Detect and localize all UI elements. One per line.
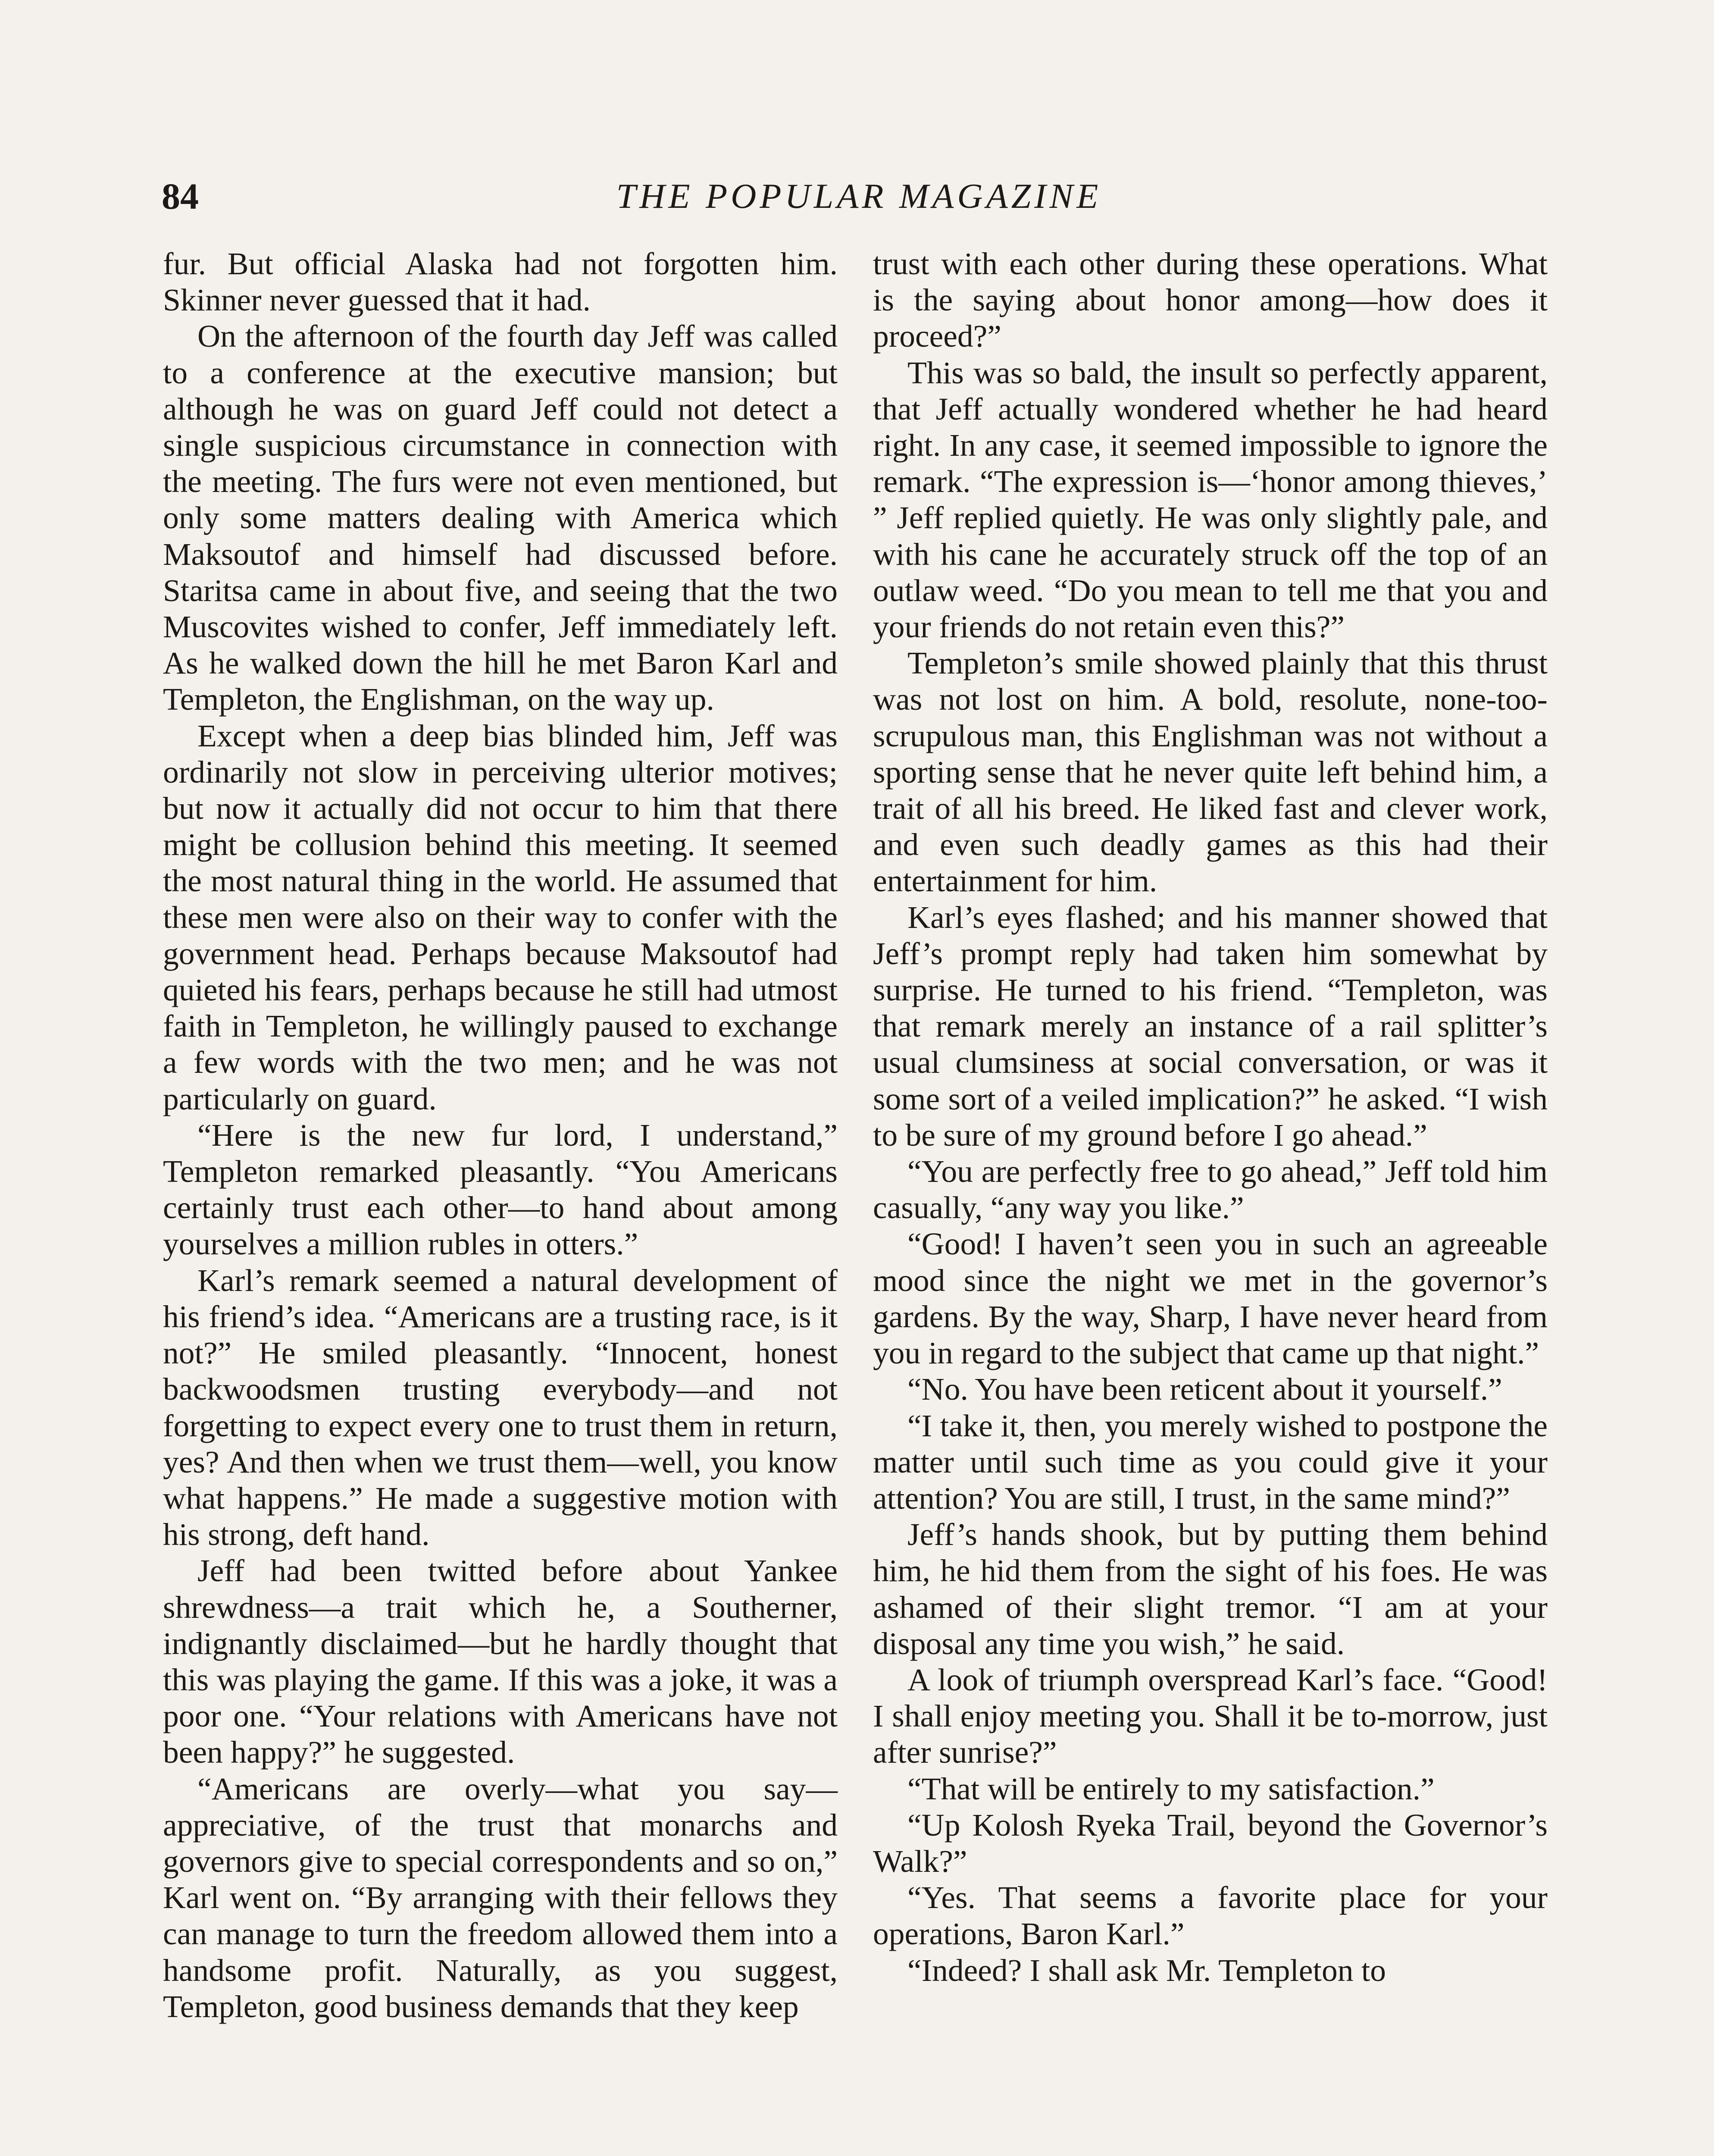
paragraph: A look of triumph overspread Karl’s face. “Good! I shall enjoy meeting you. Shall it be to-morrow, just after sunrise?” <box>873 1662 1548 1770</box>
paragraph: “No. You have been reticent about it yourself.” <box>907 1372 1502 1407</box>
magazine-title: THE POPULAR MAGAZINE <box>616 176 1102 216</box>
paragraph: Templeton’s smile showed plainly that this thrust was not lost on him. A bold, resolute, none-too-scrupulous man, this Englishman was not without a sporting sense that he never quite left behind him, a trait of all his breed. He liked fast and clever work, and even such deadly games as this had their entertainment for him. <box>873 646 1548 899</box>
paragraph: Jeff had been twitted before about Yankee shrewdness—a trait which he, a Southerner, indignantly disclaimed—but he hardly thought that this was playing the game. If this was a joke, it was a poor one. “Your relations with Americans have not been happy?” he suggested. <box>163 1553 838 1770</box>
paragraph: Except when a deep bias blinded him, Jeff was ordinarily not slow in perceiving ulterior motives; but now it actually did not occur to him that there might be collusion behind this meeting. It seemed the most natural thing in the world. He assumed that these men were also on their way to confer with the government head. Perhaps because Maksoutof had quieted his fears, perhaps because he still had utmost faith in Templeton, he willingly paused to exchange a few words with the two men; and he was not particularly on guard. <box>163 718 838 1116</box>
paragraph: “I take it, then, you merely wished to postpone the matter until such time as you could give it your attention? You are still, I trust, in the same mind?” <box>873 1408 1548 1516</box>
paragraph: “Here is the new fur lord, I understand,” Templeton remarked pleasantly. “You Americans certainly trust each other—to hand about among yourselves a million rubles in otters.” <box>163 1117 838 1262</box>
paragraph: Karl’s eyes flashed; and his manner showed that Jeff’s prompt reply had taken him somewhat by surprise. He turned to his friend. “Templeton, was that remark merely an instance of a rail splitter’s usual clumsiness at social conversation, or was it some sort of a veiled implication?” he asked. “I wish to be sure of my ground before I go ahead.” <box>873 899 1548 1153</box>
paragraph: “Indeed? I shall ask Mr. Templeton to <box>907 1952 1386 1988</box>
paragraph: “Yes. That seems a favorite place for your operations, Baron Karl.” <box>873 1880 1548 1952</box>
page-header <box>162 170 1556 222</box>
paragraph: “You are perfectly free to go ahead,” Jeff told him casually, “any way you like.” <box>873 1154 1548 1225</box>
paragraph: “Americans are overly—what you say—appreciative, of the trust that monarchs and governors give to special correspondents and so on,” Karl went on. “By arranging with their fellows they can manage to turn the freedom allowed them into a handsome profit. Naturally, as you suggest, Templeton, good business demands that they keep <box>163 1771 838 2024</box>
right-column <box>873 246 1548 1989</box>
page-number: 84 <box>162 175 199 217</box>
paragraph: fur. But official Alaska had not forgotten him. Skinner never guessed that it had. <box>163 246 838 318</box>
paragraph: Jeff’s hands shook, but by putting them behind him, he hid them from the sight of his foes. He was ashamed of their slight tremor. “I am at your disposal any time you wish,” he said. <box>873 1517 1548 1661</box>
paragraph: This was so bald, the insult so perfectly apparent, that Jeff actually wondered whether he had heard right. In any case, it seemed impossible to ignore the remark. “The expression is—‘honor among thieves,’ ” Jeff replied quietly. He was only slightly pale, and with his cane he accurately struck off the top of an outlaw weed. “Do you mean to tell me that you and your friends do not retain even this?” <box>873 355 1548 645</box>
paragraph: On the afternoon of the fourth day Jeff was called to a conference at the executive mansion; but although he was on guard Jeff could not detect a single suspicious circumstance in connection with the meeting. The furs were not even mentioned, but only some matters dealing with America which Maksoutof and himself had discussed before. Staritsa came in about five, and seeing that the two Muscovites wished to confer, Jeff immediately left. As he walked down the hill he met Baron Karl and Templeton, the Englishman, on the way up. <box>163 319 838 717</box>
paragraph: “That will be entirely to my satisfaction.” <box>907 1771 1435 1806</box>
paragraph: “Good! I haven’t seen you in such an agreeable mood since the night we met in the governor’s gardens. By the way, Sharp, I have never heard from you in regard to the subject that came up that night.” <box>873 1226 1548 1371</box>
paragraph: “Up Kolosh Ryeka Trail, beyond the Governor’s Walk?” <box>873 1807 1548 1879</box>
paragraph: Karl’s remark seemed a natural development of his friend’s idea. “Americans are a trusting race, is it not?” He smiled pleasantly. “Innocent, honest backwoodsmen trusting everybody—and not forgetting to expect every one to trust them in return, yes? And then when we trust them—well, you know what happens.” He made a suggestive motion with his strong, deft hand. <box>163 1263 838 1552</box>
left-column <box>163 246 838 2025</box>
paragraph: trust with each other during these operations. What is the saying about honor among—how does it proceed?” <box>873 246 1548 354</box>
